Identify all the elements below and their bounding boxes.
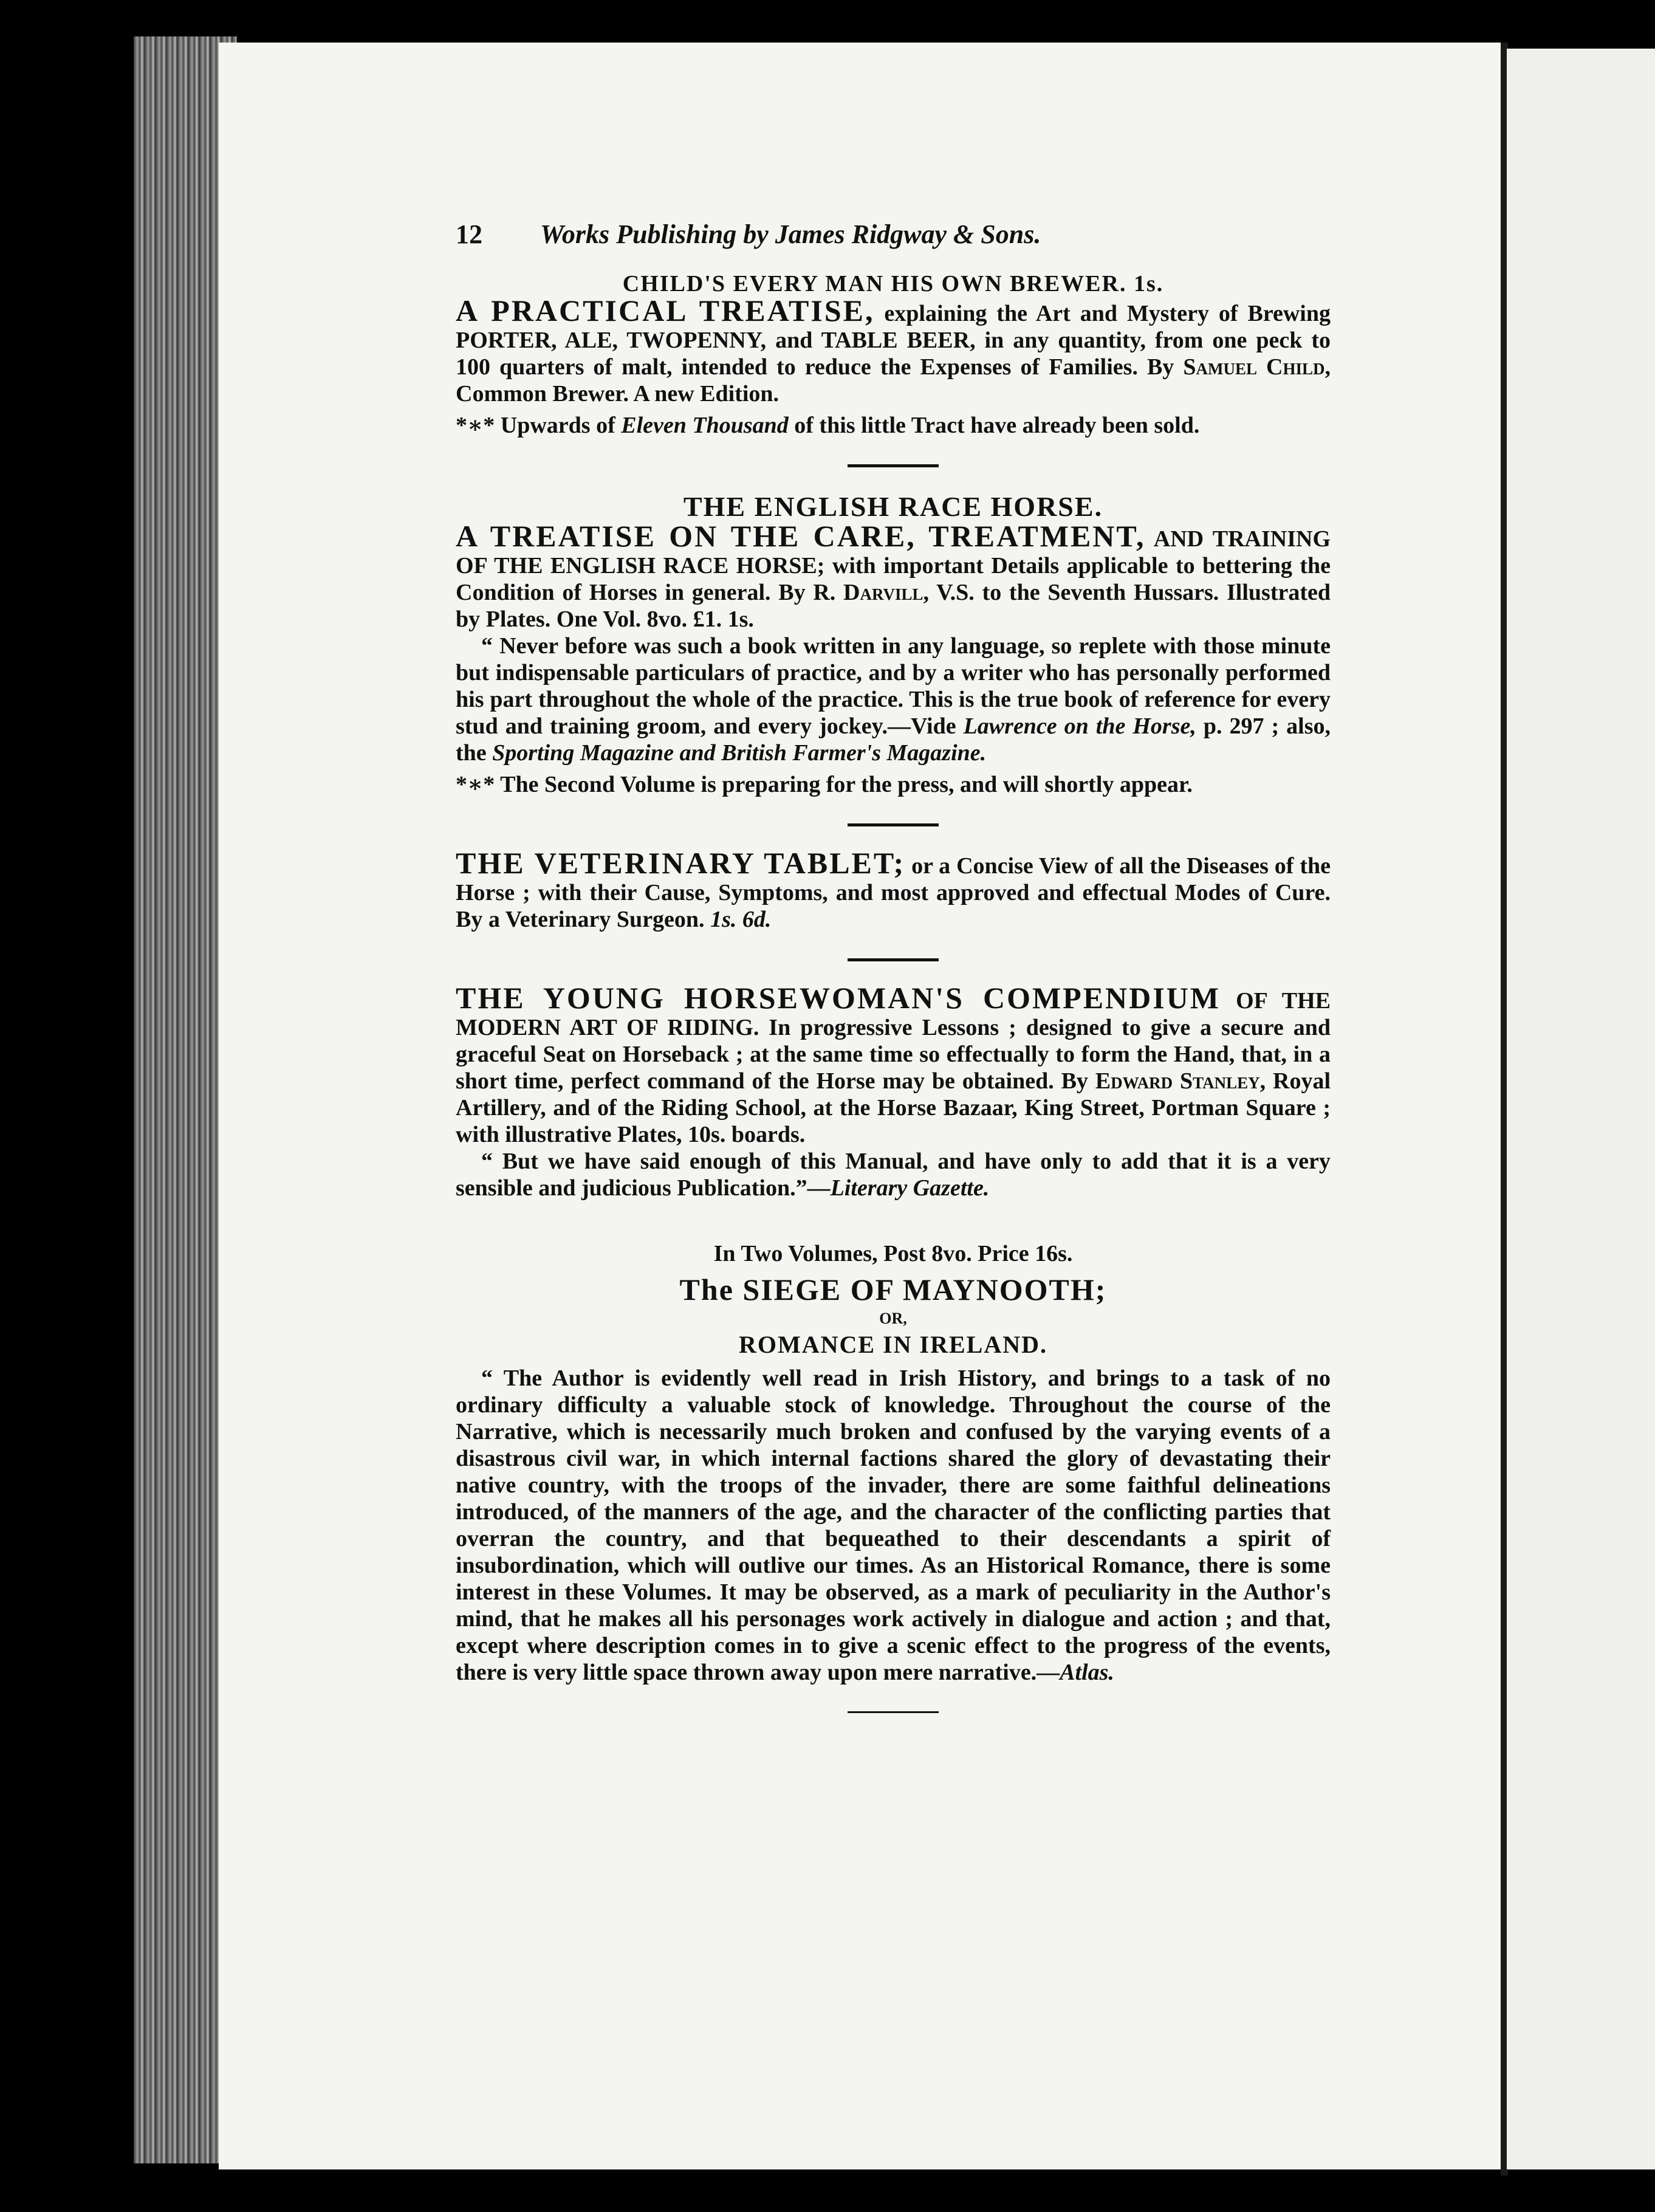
advert-author: Edward Stanley, <box>1095 1068 1266 1094</box>
advert-body-end: Common Brewer. A new Edition. <box>456 381 780 407</box>
advert-lead-title: A TREATISE ON THE CARE, TREATMENT, <box>456 519 1146 553</box>
advert-review: “ The Author is evidently well read in Irish History, and brings to a task of no ordinary difficulty a valuable stock of knowledge. Throughout the course of the Narrative, which is necessarily much broken and confused by the varying events of a disastrous civil war, in which internal factions shared the glory of devastating their native country, with the troops of the invader, there are some faithful delineations introduced, of the manners of the age, and the character of the conflicting parties that overran the country, and that bequeathed to their descendants a spirit of insubordination, which will outlive our times. As an Historical Romance, there is some interest in these Volumes. It may be observed, as a mark of peculiarity in the Author's mind, that he makes all his personages work actively in dialogue and action ; and that, except where description comes in to give a scenic effect to the progress of the events, there is very little space thrown away upon mere narrative.—Atlas. <box>456 1365 1331 1685</box>
advert-horsewoman <box>456 981 1331 1201</box>
advert-heading: THE ENGLISH RACE HORSE. <box>683 491 1103 522</box>
section-divider <box>848 958 939 961</box>
advert-body: or a Concise View of all the Diseases of the Horse ; with their Cause, Symptoms, and most approved and effectual Modes of Cure. By a Veterinary Surgeon. <box>456 853 1331 932</box>
page-content <box>456 219 1331 1736</box>
running-title: Works Publishing by James Ridgway & Sons. <box>540 219 1041 249</box>
advert-body: AND TRAINING OF THE ENGLISH RACE HORSE; with important Details applicable to bettering the Condition of Horses in general. By R. <box>456 526 1331 605</box>
asterism: *∗* <box>456 772 495 797</box>
advert-or: OR, <box>879 1310 907 1327</box>
advert-lead-title: A PRACTICAL TREATISE, <box>456 294 875 328</box>
section-divider <box>848 823 939 826</box>
advert-price: 1s. 6d. <box>710 907 772 932</box>
page-number: 12 <box>456 219 482 249</box>
advert-lead-title: THE VETERINARY TABLET; <box>456 846 906 880</box>
advert-subtitle: ROMANCE IN IRELAND. <box>738 1331 1048 1358</box>
advert-author: Darvill, <box>843 580 930 605</box>
advert-brewer <box>456 270 1331 439</box>
advert-note: *∗* The Second Volume is preparing for the press, and will shortly appear. <box>456 772 1193 797</box>
advert-title: The SIEGE OF MAYNOOTH; <box>679 1273 1107 1307</box>
spacer <box>456 1201 1331 1240</box>
advert-siege-of-maynooth <box>456 1240 1331 1686</box>
asterism: *∗* <box>456 413 495 438</box>
advert-veterinary-tablet <box>456 846 1331 933</box>
section-divider <box>848 464 939 467</box>
running-head <box>456 219 1331 250</box>
advert-body-end: V.S. to the Seventh Hussars. Illustrated by Plates. One Vol. 8vo. £1. 1s. <box>456 580 1331 632</box>
advert-body: explaining the Art and Mystery of Brewing PORTER, ALE, TWOPENNY, and TABLE BEER, in any quantity, from one peck to 100 quarters of malt, intended to reduce the Expenses of Families. By <box>456 301 1331 380</box>
advert-lead-title: THE YOUNG HORSEWOMAN'S COMPENDIUM <box>456 981 1221 1015</box>
advert-heading: CHILD'S EVERY MAN HIS OWN BREWER. 1s. <box>622 271 1164 297</box>
advert-note: *∗* Upwards of Eleven Thousand of this little Tract have already been sold. <box>456 413 1200 438</box>
advert-review: “ Never before was such a book written in any language, so replete with those minute but indispensable particulars of practice, and by a writer who has personally performed his part throughout the whole of the practice. This is the true book of reference for every stud and training groom, and every jockey.—Vide Lawrence on the Horse, p. 297 ; also, the Sporting Magazine and British Farmer's Magazine. <box>456 633 1331 766</box>
advert-review: “ But we have said enough of this Manual, and have only to add that it is a very sensible and judicious Publication.”—Literary Gazette. <box>456 1149 1331 1201</box>
advert-author: Samuel Child, <box>1183 354 1331 380</box>
section-divider <box>848 1711 939 1713</box>
advert-race-horse <box>456 490 1331 798</box>
advert-body: OF THE MODERN ART OF RIDING. In progressive Lessons ; designed to give a secure and graceful Seat on Horseback ; at the same time so effectually to form the Hand, that, in a short time, perfect command of the Horse may be obtained. By <box>456 988 1331 1094</box>
facing-page <box>1507 49 1655 2169</box>
advert-subhead: In Two Volumes, Post 8vo. Price 16s. <box>713 1241 1073 1266</box>
advert-body-end: Royal Artillery, and of the Riding School, at the Horse Bazaar, King Street, Portman Square ; with illustrative Plates, 10s. boards. <box>456 1068 1331 1147</box>
